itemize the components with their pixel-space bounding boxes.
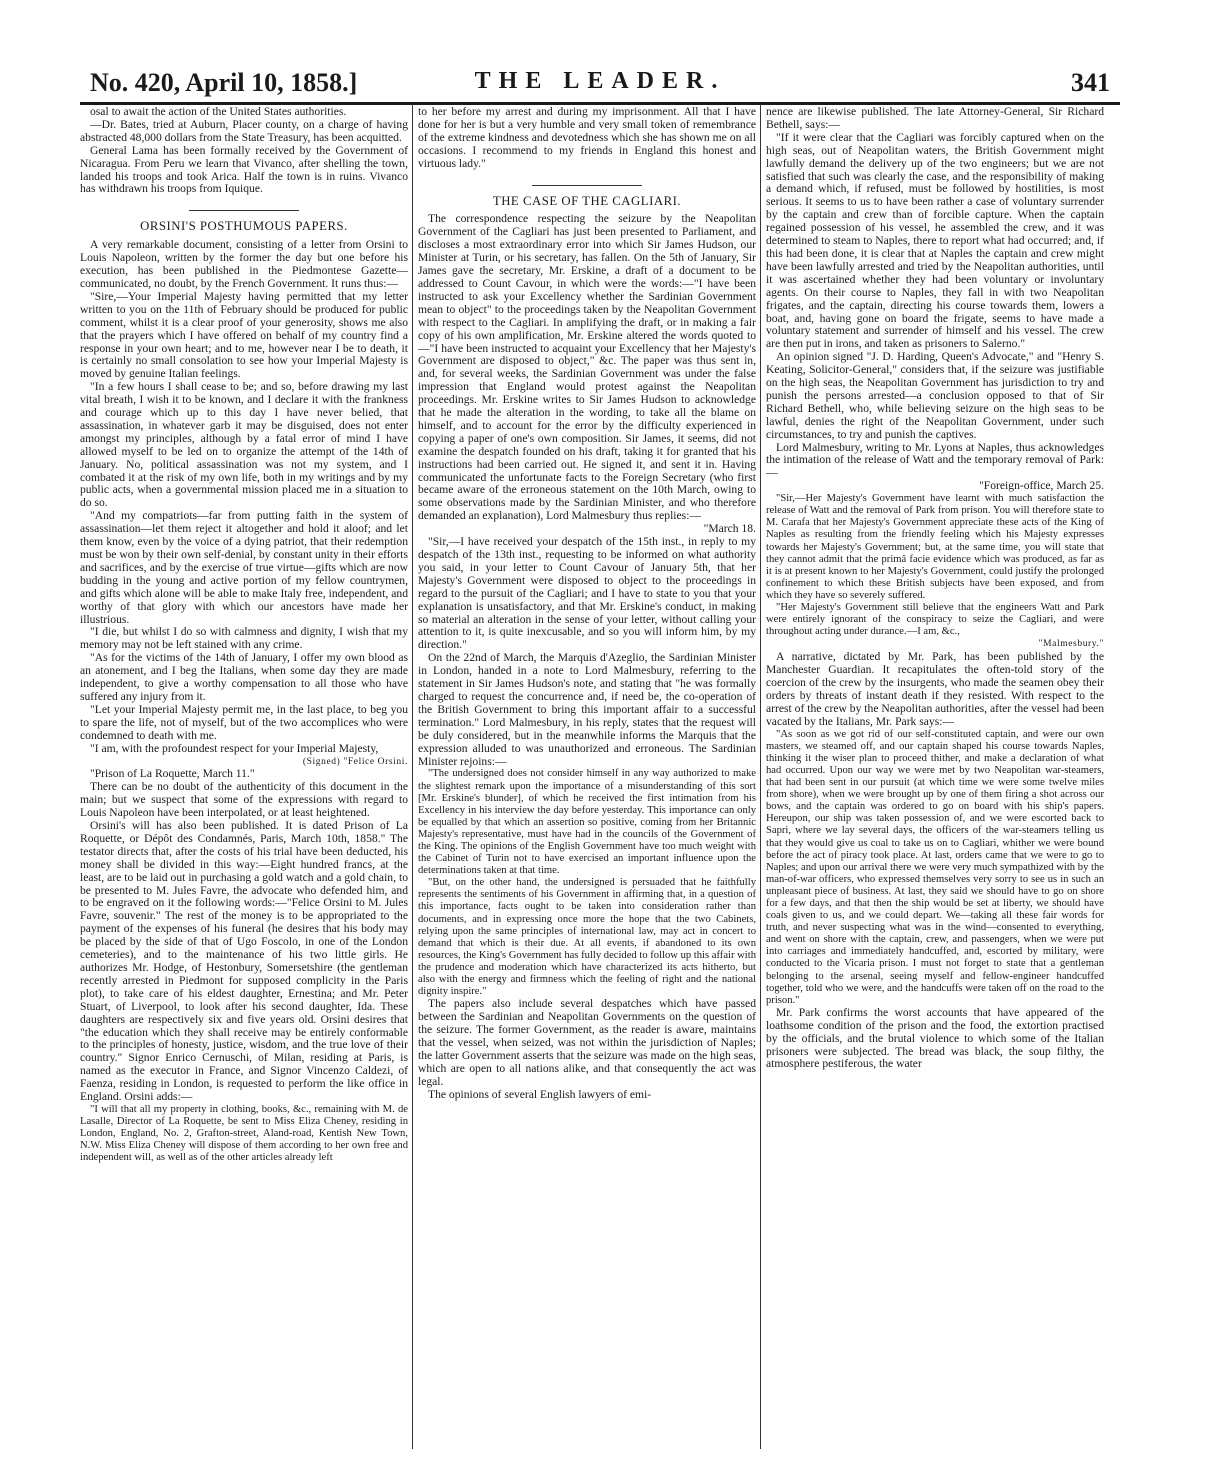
section-separator xyxy=(532,185,642,186)
quoted-paragraph: "The undersigned does not consider himself in any way authorized to make the slightest remark upon the importance of a misunderstanding of this sort [Mr. Erskine's blunder], of which he received the first intimation from his Excellency in his interview the day before yesterday. This importance can only be equalled by that which an assertion so positive, coming from her Britannic Majesty's representative, must have had in the councils of the Government of the King. The opinions of the English Government have too much weight with the Cabinet of Turin not to have exercised an important influence upon the determinations taken at that time. xyxy=(418,768,756,877)
paragraph: —Dr. Bates, tried at Auburn, Placer county, on a charge of having abstracted 48,000 dollars from the State Treasury, has been acquitted. xyxy=(80,117,408,144)
paragraph: "And my compatriots—far from putting faith in the system of assassination—let them reject it altogether and hold it aloof; and let them know, even by the voice of a dying patriot, that their redemption must be won by their own self-denial, by constant unity in their efforts and sacrifices, and by the exercise of true virtue—gifts which are now budding in the young and active portion of my fellow countrymen, and gifts which alone will be able to make Italy free, independent, and worthy of that glory with which our ancestors have made her illustrious. xyxy=(80,509,408,626)
masthead xyxy=(80,62,1120,105)
paragraph: There can be no doubt of the authenticity of this document in the main; but we suspect that some of the expressions with regard to Louis Napoleon have been interpolated, or at least heightened. xyxy=(80,780,408,820)
column-rule xyxy=(412,104,413,1449)
paragraph: An opinion signed "J. D. Harding, Queen's Advocate," and "Henry S. Keating, Solicitor-General," considers that, if the seizure was justifiable on the high seas, the Neapolitan Government has jurisdiction to try and punish the persons arrested—a conclusion opposed to that of Sir Richard Bethell, who, while believing seizure on the high seas to be lawful, denies the right of the Neapolitan Government, under such circumstances, to try and punish the captives. xyxy=(766,350,1104,441)
section-separator xyxy=(189,210,299,211)
page-number: 341 xyxy=(1071,68,1110,97)
signature-line: (Signed) "Felice Orsini. xyxy=(302,756,408,767)
paragraph: "Let your Imperial Majesty permit me, in the last place, to beg you to spare the life, not of myself, but of the two accomplices who were condemned to death with me. xyxy=(80,702,408,742)
paragraph: to her before my arrest and during my imprisonment. All that I have done for her is but a very humble and very small token of remembrance of the extreme kindness and devotedness which she has shown me on all occasions. I recommend to my friends in England this honest and virtuous lady." xyxy=(418,106,756,170)
paragraph: Mr. Park confirms the worst accounts that have appeared of the loathsome condition of the prison and the food, the extortion practised by the officials, and the brutal violence to which some of the Italian prisoners were subjected. The bread was black, the soup filthy, the atmosphere pestiferous, the water xyxy=(766,1005,1104,1071)
paragraph: General Lama has been formally received by the Government of Nicaragua. From Peru we learn that Vivanco, after shelling the town, landed his troops and took Arica. Half the town is in ruins. Vivanco has withdrawn his troops from Iquique. xyxy=(80,143,408,196)
quoted-paragraph: "But, on the other hand, the undersigned is persuaded that he faithfully represents the sentiments of his Government in affirming that, in a question of this importance, facts ought to be taken into consideration rather than documents, and in expressing once more the hope that the two Cabinets, relying upon the same principles of international law, may act in concert to demand that which is their due. At all events, if abandoned to its own resources, the King's Government has fully decided to follow up this affair with the prudence and moderation which have characterized its acts hitherto, but also with the energy and firmness which the feeling of right and the national dignity inspire." xyxy=(418,877,756,998)
paragraph: nence are likewise published. The late Attorney-General, Sir Richard Bethell, says:— xyxy=(766,106,1104,131)
newspaper-title: THE LEADER. xyxy=(474,68,726,94)
paragraph: The papers also include several despatches which have passed between the Sardinian and Neapolitan Governments on the question of the seizure. The former Government, as the reader is aware, maintains that the vessel, when seized, was not within the jurisdiction of Naples; the latter Government asserts that the seizure was made on the high seas, which are open to all nations alike, and that consequently the act was legal. xyxy=(418,997,756,1088)
dateline: "Prison of La Roquette, March 11." xyxy=(90,767,255,781)
paragraph: A narrative, dictated by Mr. Park, has been published by the Manchester Guardian. It recapitulates the often-told story of the coercion of the crew by the insurgents, who made the seamen obey their orders by threats of instant death if they resisted. With respect to the arrest of the crew by the Neapolitan authorities, after the vessel had been vacated by the Italians, Mr. Park says:— xyxy=(766,650,1104,728)
article-heading-orsini: ORSINI'S POSTHUMOUS PAPERS. xyxy=(140,219,348,234)
paragraph: On the 22nd of March, the Marquis d'Azeglio, the Sardinian Minister in London, handed in a note to Lord Malmesbury, referring to the statement in Sir James Hudson's note, and stating that "he was formally charged to request the concurrence and, if need be, the co-operation of the British Government to bring this important affair to a successful termination." Lord Malmesbury, in his reply, states that the request will be duly considered, but in the meanwhile informs the Marquis that the expression alluded to was unauthorized and erroneous. The Sardinian Minister rejoins:— xyxy=(418,651,756,768)
paragraph: "Sire,—Your Imperial Majesty having permitted that my letter written to you on the 11th of February should be produced for public comment, whilst it is a clear proof of your generosity, shows me also that the prayers which I have offered on behalf of my country find a response in your own heart; and to me, however near I be to death, it is certainly no small consolation to see how your Imperial Majesty is moved by genuine Italian feelings. xyxy=(80,289,408,381)
column-1 xyxy=(80,106,408,1446)
dateline: "March 18. xyxy=(703,522,756,536)
column-3 xyxy=(766,106,1104,1446)
quoted-paragraph: "Sir,—I have received your despatch of the 15th inst., in reply to my despatch of the 13th inst., requesting to be informed on what authority you said, in your letter to Count Cavour of January 5th, that her Majesty's Government were disposed to object to the proceedings in regard to the pursuit of the Cagliari; and I have to state to you that your explanation is unsatisfactory, and that Mr. Erskine's conduct, in making so material an alteration in the sense of your letter, without calling your attention to it, is quite inexcusable, and so you will inform him, by my direction." xyxy=(418,535,756,652)
article-heading-cagliari: THE CASE OF THE CAGLIARI. xyxy=(492,193,682,208)
paragraph: Orsini's will has also been published. It is dated Prison of La Roquette, or Dépôt des Condamnés, Paris, March 10th, 1858." The testator directs that, after the costs of his trial have been deducted, his money shall be divided in this way:—Eight hundred francs, at the least, are to be laid out in purchasing a gold watch and a gold chain, to be presented to M. Jules Favre, the advocate who defended him, and to be engraved on it the following words:—"Felice Orsini to M. Jules Favre, souvenir." The rest of the money is to be appropriated to the payment of the expenses of his funeral (he desires that his body may be placed by the side of that of Ugo Foscolo, in one of the London cemeteries), and to the maintenance of his two little girls. He authorizes Mr. Hodge, of Hestonbury, Somersetshire (the gentleman recently arrested in Piedmont for supposed complicity in the Paris plot), to take care of his eldest daughter, Ernestina; and Mr. Peter Stuart, of Liverpool, to look after his second daughter, Ida. These daughters are respectively six and five years old. Orsini desires that "the education which they shall receive may be entirely conformable to the principles of honesty, justice, wisdom, and the true love of their country." Signor Enrico Cernuschi, of Milan, residing at Paris, is named as the executor in France, and Signor Vincenzo Caldezi, of Faenza, residing in London, is requested to perform the like office in England. Orsini adds:— xyxy=(80,819,408,1104)
column-rule xyxy=(760,104,761,1449)
signature-line: "Malmesbury." xyxy=(1038,639,1104,650)
paragraph: Lord Malmesbury, writing to Mr. Lyons at Naples, thus acknowledges the intimation of the release of Watt and the temporary removal of Park:— xyxy=(766,440,1104,480)
issue-number-date: No. 420, April 10, 1858.] xyxy=(90,68,358,97)
column-2 xyxy=(418,106,756,1446)
quoted-paragraph: "If it were clear that the Cagliari was forcibly captured when on the high seas, out of Neapolitan waters, the British Government might lawfully demand the delivery up of the two engineers; but we are not satisfied that such was clearly the case, and the responsibility of making a demand which, if refused, must be followed by hostilities, is most serious. It seems to us to have been rather a case of voluntary surrender by the captain and crew than of forcible capture. When the captain regained possession of his vessel, he assembled the crew, and it was determined to steam to Naples, there to report what had occurred; and, if this had been done, it is clear that at Naples the captain and crew might have been lawfully arrested and tried by the Neapolitan authorities, until it was ascertained whether they had been voluntary or involuntary agents. On their course to Naples, they fall in with two Neapolitan frigates, and the captain, directing his course towards them, lowers a boat, and, having gone on board the frigate, seems to have made a voluntary statement and surrender of himself and his vessel. The crew are then put in irons, and taken as prisoners to Salerno." xyxy=(766,130,1104,351)
quoted-paragraph: "As soon as we got rid of our self-constituted captain, and were our own masters, we steamed off, and our captain shaped his course towards Naples, thinking it the wiser plan to proceed thither, and make a declaration of what had occurred. Upon our way we were met by two Neapolitan war-steamers, that had been sent in our pursuit (at which time we were some twelve miles from shore), when we were brought up by one of them firing a shot across our bows, and the captain was ordered to go on board with his ship's papers. Hereupon, our ship was taken possession of, and we were escorted back to Sapri, where we lay several days, the officers of the war-steamers telling us that they would give us coal to take us on to Cagliari, whither we were bound before the act of piracy took place. At last, orders came that we were to go to Naples; and upon our arrival there we were very much sympathized with by the man-of-war officers, who expressed themselves very sorry to see us in such an unpleasant piece of business. At last, they said we should have to go on shore for a few days, and that then the ship would be set at liberty, we should have coals given to us, and we could depart. We—taking all these fair words for truth, and never suspecting what was in the wind—consented to everything, and went on shore with the captain, crew, and passengers, when we were put into carriages and immediately handcuffed, and, escorted by military, were conducted to the Vicaria prison. I must not forget to state that a gentleman belonging to the arsenal, seeing myself and fellow-engineer handcuffed together, told who we were, and the handcuffs were taken off on the road to the prison." xyxy=(766,728,1104,1006)
paragraph: "In a few hours I shall cease to be; and so, before drawing my last vital breath, I wish it to be known, and I declare it with the frankness and courage which up to this day I have never belied, that assassination, in whatever garb it may be disguised, does not enter amongst my principles, although by a fatal error of mind I have allowed myself to be led on to organize the attempt of the 14th of January. No, political assassination was not my system, and I combated it at the risk of my own life, both in my writings and by my public acts, when a governmental mission placed me in a situation to do so. xyxy=(80,380,408,510)
paragraph: osal to await the action of the United States authorities. xyxy=(90,106,347,118)
paragraph: "I am, with the profoundest respect for your Imperial Majesty, xyxy=(90,741,379,755)
quoted-paragraph: "Sir,—Her Majesty's Government have learnt with much satisfaction the release of Watt and the removal of Park from prison. You will therefore state to M. Carafa that her Majesty's Government appreciate these acts of the King of Naples as resulting from the friendly feeling which his Majesty expresses towards her Majesty's Government; but, at the same time, you will state that they cannot admit that the primâ facie evidence which was produced, as far as it is at present known to her Majesty's Government, could justify the prolonged confinement to which these British subjects have been exposed, and from which they have so severely suffered. xyxy=(766,493,1104,601)
paragraph: The correspondence respecting the seizure by the Neapolitan Government of the Cagliari has just been presented to Parliament, and discloses a most extraordinary error into which Sir James Hudson, our Minister at Turin, or his secretary, has fallen. On the 5th of January, Sir James gave the secretary, Mr. Erskine, a draft of a document to be addressed to Count Cavour, in which were the words:—"I have been instructed to ask your Excellency whether the Sardinian Government mean to object" to the proceedings taken by the Neapolitan Government with respect to the Cagliari. In amplifying the draft, or in making a fair copy of his own amplification, Mr. Erskine altered the words quoted to—"I have been instructed to acquaint your Excellency that her Majesty's Government are disposed to object," &c. The paper was thus sent in, and, for several weeks, the Sardinian Government was under the false impression that England would protest against the Neapolitan proceedings. Mr. Erskine writes to Sir James Hudson to acknowledge that he made the alteration in the wording, to take all the blame on himself, and to account for the error by the difficulty experienced in copying a paper of one's own composition. Sir James, it seems, did not examine the despatch founded on his draft, taking it for granted that his instructions had been carried out. He signed it, and sent it in. Having communicated the unfortunate facts to the Foreign Secretary (who first became aware of the erroneous statement on the 10th March, owing to some observations made by the Sardinian Minister, and who therefore demanded an explanation), Lord Malmesbury thus replies:— xyxy=(418,212,756,523)
paragraph: The opinions of several English lawyers of emi- xyxy=(428,1087,652,1101)
quoted-paragraph: "Her Majesty's Government still believe that the engineers Watt and Park were entirely ignorant of the conspiracy to seize the Cagliari, and were throughout acting under durance.—I am, &c., xyxy=(766,602,1104,638)
paragraph: "I die, but whilst I do so with calmness and dignity, I wish that my memory may not be left stained with any crime. xyxy=(80,625,408,652)
quoted-paragraph: "I will that all my property in clothing, books, &c., remaining with M. de Lasalle, Director of La Roquette, be sent to Miss Eliza Cheney, residing in London, England, No. 2, Grafton-street, Aland-road, Kentish New Town, N.W. Miss Eliza Cheney will dispose of them according to her own free and independent will, as well as of the other articles already left xyxy=(80,1103,408,1164)
paragraph: A very remarkable document, consisting of a letter from Orsini to Louis Napoleon, written by the former the day but one before his execution, has been published in the Piedmontese Gazette—communicated, no doubt, by the French Government. It runs thus:— xyxy=(80,238,408,290)
dateline: "Foreign-office, March 25. xyxy=(979,479,1104,493)
paragraph: "As for the victims of the 14th of January, I offer my own blood as an atonement, and I beg the Italians, when some day they are made independent, to give a worthy compensation to all those who have suffered any injury from it. xyxy=(80,651,408,703)
